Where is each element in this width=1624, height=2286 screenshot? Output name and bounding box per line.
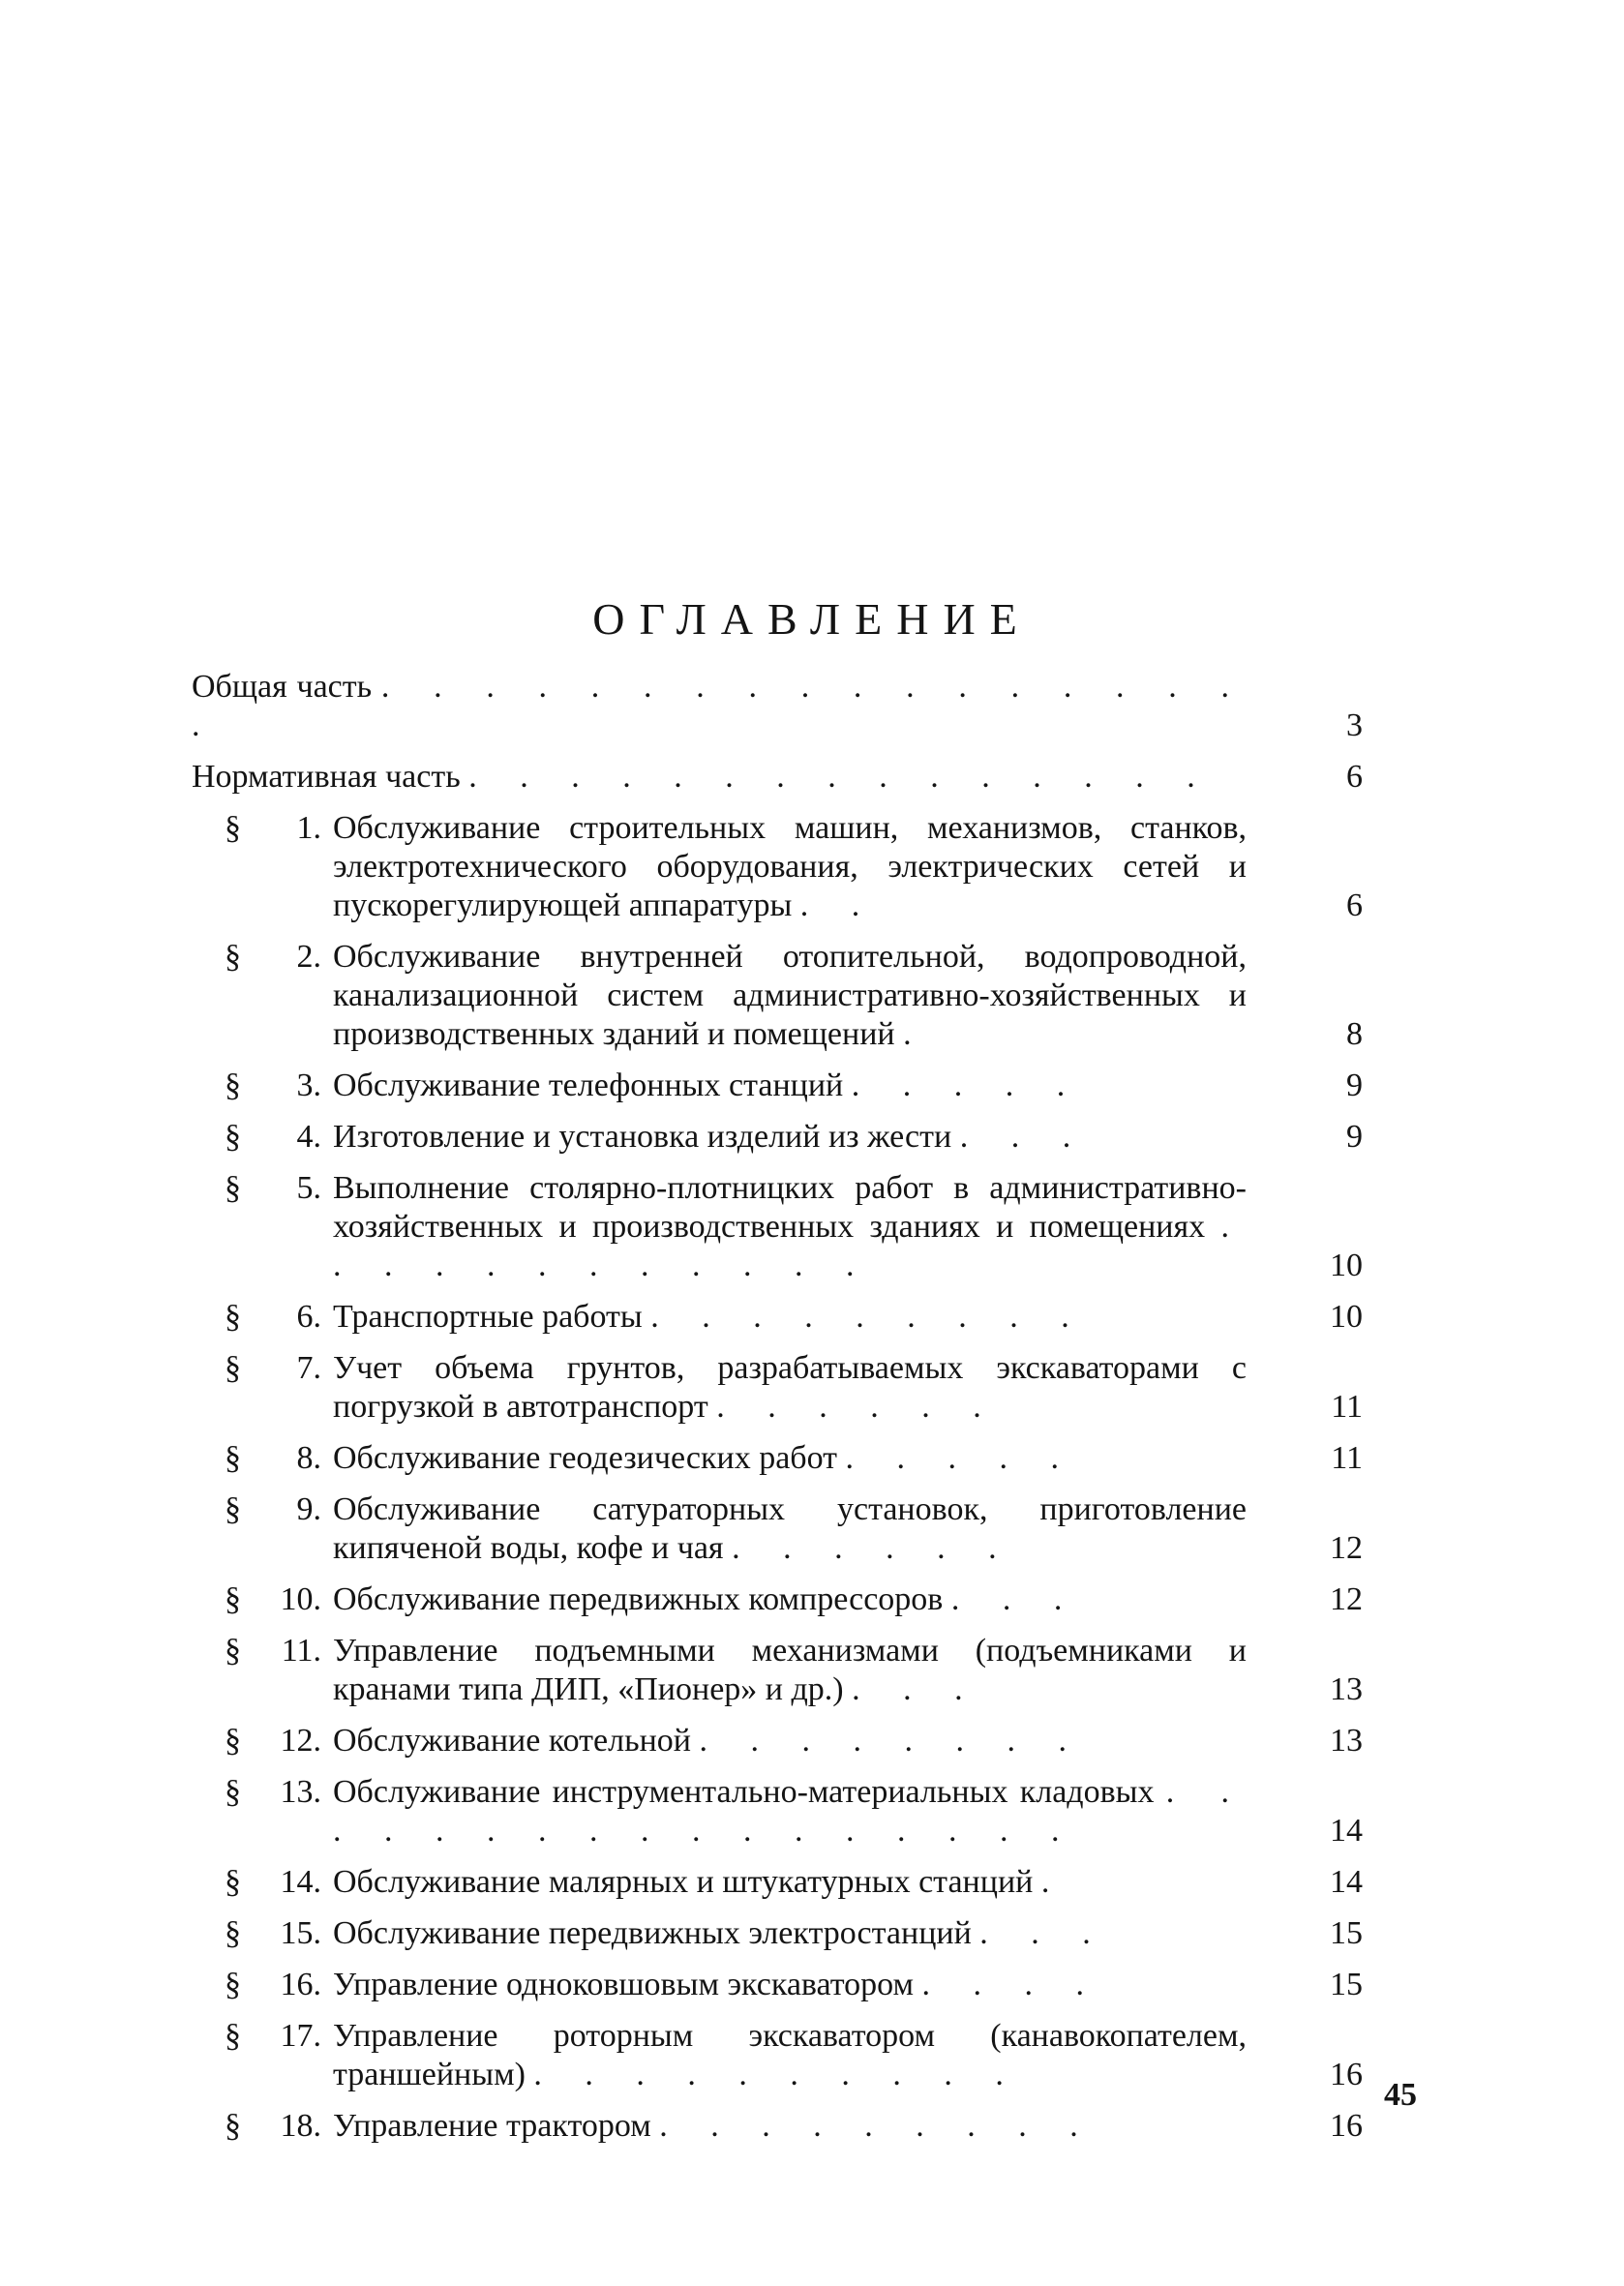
toc-page-number: 12 [1330,1581,1363,1617]
section-number: 1. [296,810,321,846]
section-number: 9. [296,1491,321,1527]
toc-entry-title: Обслуживание котельной [333,1723,691,1759]
dot-leaders: . . [799,887,878,923]
section-number: 12. [280,1723,321,1759]
toc-entry-title: Управление подъемными механизмами (подъемниками и кранами типа ДИП, «Пионер» и др.) [333,1633,1247,1707]
dot-leaders: . . . . . . . . . [659,2108,1096,2144]
toc-page-number: 11 [1331,1440,1363,1476]
dot-leaders: . . . [959,1119,1089,1155]
section-sign: § [225,2108,241,2144]
toc-entry-normative-part[interactable] [192,758,1363,809]
toc-entry-section-8[interactable] [192,1439,1363,1490]
page-title: ОГЛАВЛЕНИЕ [592,594,1032,644]
toc-page-number: 6 [1346,887,1363,923]
section-sign: § [225,1581,241,1617]
section-sign: § [225,810,241,846]
dot-leaders: . [1040,1864,1068,1900]
section-number: 16. [280,1967,321,2002]
toc-page-number: 14 [1330,1813,1363,1849]
toc-page-number: 15 [1330,1967,1363,2002]
toc-entry-title: Обслуживание передвижных электростанций [333,1915,972,1951]
toc-page-number: 16 [1330,2108,1363,2144]
toc-page-number: 3 [1346,707,1363,743]
dot-leaders: . . . . [921,1967,1102,2002]
section-number: 13. [280,1774,321,1810]
section-sign: § [225,1774,241,1810]
dot-leaders: . . . . . . . . [699,1723,1084,1759]
toc-entry-title: Учет объема грунтов, разрабатываемых экскаваторами с погрузкой в автотранспорт [333,1350,1247,1425]
toc-entry-title: Обслуживание внутренней отопительной, водопроводной, канализационной систем административно-хозяйственных и производственных зданий и помещений [333,939,1247,1052]
section-number: 3. [296,1068,321,1103]
dot-leaders: . . . . . . [716,1389,999,1425]
toc-entry-title: Нормативная часть [192,759,461,795]
section-number: 14. [280,1864,321,1900]
section-sign: § [225,1350,241,1386]
toc-entry-section-11[interactable] [192,1632,1363,1722]
toc-page-number: 9 [1346,1119,1363,1155]
toc-entry-section-12[interactable] [192,1722,1363,1773]
toc-entry-section-10[interactable] [192,1580,1363,1632]
section-sign: § [225,1299,241,1335]
toc-entry-title: Обслуживание малярных и штукатурных станций [333,1864,1034,1900]
toc-entry-title: Управление трактором [333,2108,651,2144]
page-number-footer: 45 [1384,2077,1417,2113]
toc-entry-general-part[interactable] [192,668,1363,758]
toc-page-number: 6 [1346,759,1363,795]
toc-entry-title: Транспортные работы [333,1299,643,1335]
section-sign: § [225,2018,241,2054]
toc-page-number: 15 [1330,1915,1363,1951]
section-number: 10. [280,1581,321,1617]
toc-entry-title: Управление одноковшовым экскаватором [333,1967,915,2002]
toc-entry-section-14[interactable] [192,1863,1363,1914]
dot-leaders: . . . . . . . . . [650,1299,1087,1335]
toc-page-number: 10 [1330,1299,1363,1335]
section-sign: § [225,939,241,975]
section-number: 6. [296,1299,321,1335]
toc-entry-section-13[interactable] [192,1773,1363,1863]
toc-entry-section-17[interactable] [192,2017,1363,2107]
toc-entry-title: Обслуживание телефонных станций [333,1068,844,1103]
toc-entry-title: Выполнение столярно-плотницких работ в административно-хозяйственных и производственных зданиях и помещениях [333,1170,1247,1245]
section-number: 15. [280,1915,321,1951]
toc-page-number: 14 [1330,1864,1363,1900]
section-sign: § [225,1864,241,1900]
toc-entry-title: Общая часть [192,669,373,705]
toc-entry-section-7[interactable] [192,1349,1363,1439]
toc-page-number: 13 [1330,1723,1363,1759]
toc-entry-section-18[interactable] [192,2107,1363,2158]
section-sign: § [225,1170,241,1206]
dot-leaders: . . . . . . . . . . . . . . . . . . [192,669,1247,743]
section-sign: § [225,1967,241,2002]
toc-page-number: 11 [1331,1389,1363,1425]
dot-leaders: . . . . . . . . . . [533,2057,1021,2092]
section-number: 8. [296,1440,321,1476]
toc-entry-title: Управление роторным экскаватором (канавокопателем, траншейным) [333,2018,1247,2092]
section-sign: § [225,1491,241,1527]
section-number: 4. [296,1119,321,1155]
toc-page-number: 10 [1330,1248,1363,1283]
section-number: 17. [280,2018,321,2054]
toc-entry-section-15[interactable] [192,1914,1363,1966]
section-sign: § [225,1440,241,1476]
toc-entry-title: Обслуживание геодезических работ [333,1440,838,1476]
toc-entry-title: Изготовление и установка изделий из жести [333,1119,952,1155]
toc-entry-section-5[interactable] [192,1169,1363,1298]
section-sign: § [225,1723,241,1759]
toc-entry-section-1[interactable] [192,809,1363,938]
toc-entry-section-4[interactable] [192,1118,1363,1169]
toc-entry-section-9[interactable] [192,1490,1363,1580]
toc-entry-title: Обслуживание строительных машин, механизмов, станков, электротехнического оборудования, электрических сетей и пускорегулирующей аппаратуры [333,810,1247,923]
dot-leaders: . . . [950,1581,1080,1617]
toc-entry-section-3[interactable] [192,1067,1363,1118]
toc-page-number: 8 [1346,1016,1363,1052]
dot-leaders: . . . [852,1671,980,1707]
toc-entry-title: Обслуживание передвижных компрессоров [333,1581,944,1617]
section-sign: § [225,1915,241,1951]
section-number: 11. [281,1633,321,1669]
dot-leaders: . . . . . . [732,1530,1014,1566]
toc-entry-section-16[interactable] [192,1966,1363,2017]
dot-leaders: . . . . . . . . . . . . [333,1209,1247,1283]
toc-page-number: 9 [1346,1068,1363,1103]
toc-page-number: 13 [1330,1671,1363,1707]
dot-leaders: . . . . . [851,1068,1083,1103]
section-sign: § [225,1119,241,1155]
dot-leaders: . . . . . . . . . . . . . . . [468,759,1213,795]
toc-entry-section-6[interactable] [192,1298,1363,1349]
section-number: 7. [296,1350,321,1386]
dot-leaders: . . . . . [845,1440,1077,1476]
section-sign: § [225,1633,241,1669]
table-of-contents [192,668,1363,2158]
section-number: 5. [296,1170,321,1206]
dot-leaders: . . . . . . . . . . . . . . . . . [333,1774,1248,1849]
toc-page-number: 16 [1330,2057,1363,2092]
section-number: 18. [280,2108,321,2144]
section-number: 2. [296,939,321,975]
toc-entry-title: Обслуживание инструментально-материальных кладовых [333,1774,1155,1810]
dot-leaders: . . . [979,1915,1108,1951]
toc-entry-title: Обслуживание сатураторных установок, приготовление кипяченой воды, кофе и чая [333,1491,1247,1566]
dot-leaders: . [903,1016,929,1052]
toc-entry-section-2[interactable] [192,938,1363,1067]
section-sign: § [225,1068,241,1103]
toc-page-number: 12 [1330,1530,1363,1566]
